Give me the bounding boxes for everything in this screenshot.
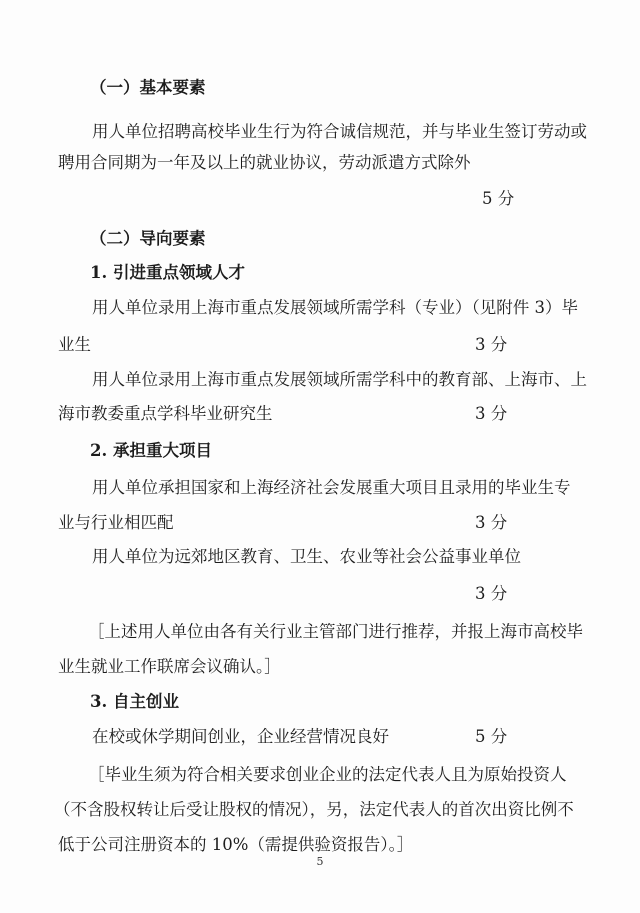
note-text: （不含股权转让后受让股权的情况），另，法定代表人的首次出资比例不 [54,800,574,819]
paragraph-text: 海市教委重点学科毕业研究生 [58,404,273,423]
heading-text: 2. 承担重大项目 [90,441,212,460]
score-text: 3 分 [475,335,508,354]
score-text: 5 分 [475,727,508,746]
heading-text: 1. 引进重点领域人才 [90,263,245,282]
paragraph-text: 用人单位录用上海市重点发展领域所需学科中的教育部、上海市、上 [92,370,587,389]
heading-text: 3. 自主创业 [90,692,179,711]
paragraph-text: 业与行业相匹配 [58,513,174,532]
heading-text: （二）导向要素 [90,229,206,248]
paragraph-text: 业生 [58,335,91,354]
score-text: 3 分 [475,404,508,423]
note-text: 业生就业工作联席会议确认。］ [58,657,281,676]
paragraph-text: 用人单位为远郊地区教育、卫生、农业等社会公益事业单位 [92,547,521,566]
paragraph-text: 用人单位招聘高校毕业生行为符合诚信规范，并与毕业生签订劳动或 [92,122,587,141]
paragraph-text: 用人单位录用上海市重点发展领域所需学科（专业）（见附件 3）毕 [92,298,578,317]
paragraph-text: 聘用合同期为一年及以上的就业协议，劳动派遣方式除外 [58,153,471,172]
paragraph-text: 在校或休学期间创业，企业经营情况良好 [92,727,389,746]
score-text: 3 分 [475,513,508,532]
heading-text: （一）基本要素 [90,78,206,97]
note-text: ［上述用人单位由各有关行业主管部门进行推荐，并报上海市高校毕 [88,622,583,641]
score-text: 5 分 [482,189,515,208]
page-number: 5 [316,855,324,868]
note-text: ［毕业生须为符合相关要求创业企业的法定代表人且为原始投资人 [88,765,567,784]
note-text: 低于公司注册资本的 10%（需提供验资报告）。］ [58,835,414,854]
paragraph-text: 用人单位承担国家和上海经济社会发展重大项目且录用的毕业生专 [92,478,571,497]
score-text: 3 分 [475,584,508,603]
